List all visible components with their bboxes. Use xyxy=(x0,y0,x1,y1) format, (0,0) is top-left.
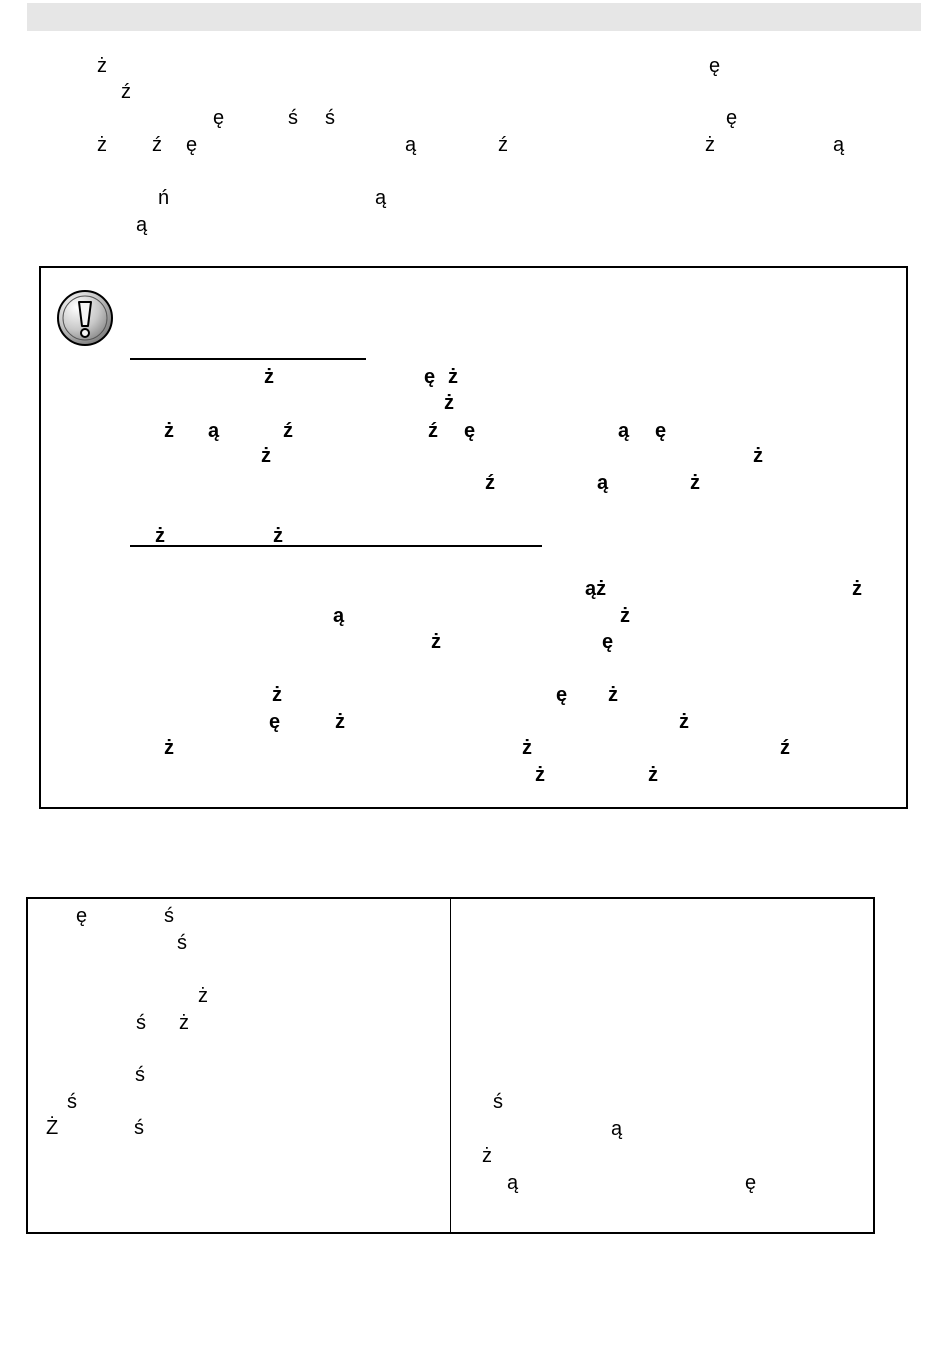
table-column-divider xyxy=(450,897,451,1234)
notice-glyph: ż xyxy=(431,631,441,653)
notice-glyph: ż xyxy=(522,737,532,759)
intro-glyph: ś xyxy=(288,107,298,129)
table-glyph: ś xyxy=(177,932,187,954)
notice-glyph: ż xyxy=(272,684,282,706)
notice-glyph: ą xyxy=(618,420,630,442)
notice-box xyxy=(39,266,908,809)
notice-glyph: ę xyxy=(556,684,568,706)
notice-glyph: ż xyxy=(164,737,174,759)
notice-glyph: ż xyxy=(679,711,689,733)
intro-glyph: ę xyxy=(213,107,225,129)
notice-glyph: ż xyxy=(444,392,454,414)
notice-glyph: ę xyxy=(464,420,476,442)
notice-glyph: ż xyxy=(690,472,700,494)
notice-glyph: ż xyxy=(335,711,345,733)
intro-glyph: ź xyxy=(152,134,162,156)
intro-glyph: ę xyxy=(726,107,738,129)
table-glyph: ą xyxy=(611,1118,623,1140)
notice-glyph: ź xyxy=(780,737,790,759)
table-glyph: ś xyxy=(67,1091,77,1113)
intro-glyph: ą xyxy=(375,187,387,209)
notice-glyph: ż xyxy=(620,605,630,627)
intro-glyph: ź xyxy=(498,134,508,156)
notice-glyph: ą xyxy=(208,420,220,442)
exclamation-warning-icon xyxy=(56,289,114,347)
table-glyph: ś xyxy=(134,1117,144,1139)
table-glyph: ę xyxy=(76,905,88,927)
notice-glyph: ę xyxy=(655,420,667,442)
header-bar xyxy=(27,3,921,31)
notice-glyph: ą xyxy=(597,472,609,494)
intro-glyph: ą xyxy=(405,134,417,156)
notice-glyph: ż xyxy=(535,764,545,786)
notice-glyph: ż xyxy=(648,764,658,786)
table-glyph: Ż xyxy=(46,1117,59,1139)
table-glyph: ż xyxy=(482,1145,492,1167)
intro-glyph: ą xyxy=(136,214,148,236)
notice-glyph: ę xyxy=(602,631,614,653)
section-2-heading-rule xyxy=(130,545,542,547)
notice-glyph: ż xyxy=(448,366,458,388)
table-glyph: ż xyxy=(179,1012,189,1034)
table-glyph: ą xyxy=(507,1172,519,1194)
notice-glyph: ę xyxy=(424,366,436,388)
intro-glyph: ę xyxy=(186,134,198,156)
intro-glyph: ą xyxy=(833,134,845,156)
notice-glyph: ż xyxy=(261,445,271,467)
notice-glyph: ż xyxy=(852,578,862,600)
notice-glyph: ąż xyxy=(585,578,607,600)
intro-glyph: ż xyxy=(97,55,107,77)
intro-glyph: ż xyxy=(97,134,107,156)
table-glyph: ż xyxy=(198,985,208,1007)
table-glyph: ś xyxy=(493,1091,503,1113)
table-glyph: ę xyxy=(745,1172,757,1194)
intro-glyph: ń xyxy=(158,187,170,209)
table-glyph: ś xyxy=(164,905,174,927)
notice-glyph: ź xyxy=(485,472,495,494)
notice-glyph: ź xyxy=(283,420,293,442)
intro-glyph: ę xyxy=(709,55,721,77)
intro-glyph: ś xyxy=(325,107,335,129)
notice-glyph: ż xyxy=(164,420,174,442)
notice-glyph: ź xyxy=(428,420,438,442)
notice-glyph: ą xyxy=(333,605,345,627)
table-glyph: ś xyxy=(136,1012,146,1034)
section-1-heading-rule xyxy=(130,358,366,360)
table-glyph: ś xyxy=(135,1064,145,1086)
notice-glyph: ż xyxy=(608,684,618,706)
section-2-heading-glyph: ż xyxy=(155,525,165,547)
notice-glyph: ż xyxy=(753,445,763,467)
intro-glyph: ź xyxy=(121,81,131,103)
intro-glyph: ż xyxy=(705,134,715,156)
notice-glyph: ż xyxy=(264,366,274,388)
section-2-heading-glyph: ż xyxy=(273,525,283,547)
notice-glyph: ę xyxy=(269,711,281,733)
